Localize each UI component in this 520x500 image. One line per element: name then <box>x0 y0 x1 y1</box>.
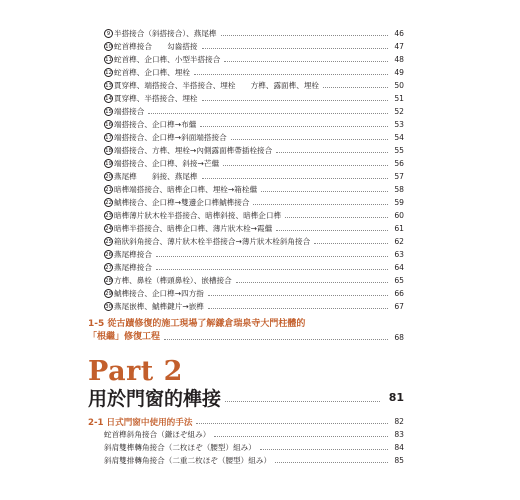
entry-title: 斜肩雙榫轉角接合（二枚ほぞ（腰型）組み） <box>104 443 256 452</box>
dot-leader <box>224 61 388 62</box>
entry-page: 48 <box>394 55 404 64</box>
entry-title: 端搭接合 <box>114 107 145 116</box>
toc-entry[interactable] <box>104 40 404 53</box>
entry-title: 鯱榫接合、企口榫→雙邊企口榫鯱榫接合 <box>114 198 250 207</box>
dot-leader <box>221 35 388 36</box>
entry-number-badge: 30 <box>105 303 112 310</box>
entry-title: 暗榫薄片狀木栓半搭接合、暗榫斜接、暗榫企口榫 <box>114 211 282 220</box>
entry-page: 52 <box>394 107 404 116</box>
dot-leader <box>202 178 388 179</box>
entry-page: 49 <box>394 68 404 77</box>
toc-entry[interactable] <box>104 261 404 274</box>
entry-title: 蛇首榫斜角接合（鎌ほぞ組み） <box>104 430 211 439</box>
dot-leader <box>225 401 380 402</box>
dot-leader <box>202 48 388 49</box>
section-page: 68 <box>394 333 404 342</box>
dot-leader <box>156 256 388 257</box>
dot-leader <box>314 243 388 244</box>
dot-leader <box>164 339 388 340</box>
section-heading-line1: 1-5 從古蹟修復的施工現場了解鎌倉瑞泉寺大門柱體的 <box>88 319 306 329</box>
dot-leader <box>194 74 388 75</box>
entry-number-badge: 14 <box>105 95 112 102</box>
entry-page: 58 <box>394 185 404 194</box>
part-title-row[interactable] <box>88 386 404 408</box>
entry-number-badge: 15 <box>105 108 112 115</box>
entry-page: 85 <box>394 456 404 465</box>
toc-entry[interactable] <box>104 118 404 131</box>
toc-entry[interactable] <box>104 441 404 454</box>
dot-leader <box>231 139 388 140</box>
entry-page: 57 <box>394 172 404 181</box>
entry-number-badge: 11 <box>105 56 112 63</box>
entry-page: 84 <box>394 443 404 452</box>
toc-entry[interactable] <box>104 157 404 170</box>
entry-number-badge: 12 <box>105 69 112 76</box>
entry-page: 67 <box>394 302 404 311</box>
entry-number-badge: 25 <box>105 238 112 245</box>
toc-entry[interactable] <box>104 53 404 66</box>
section-title: 2-1 日式門窗中使用的手法 <box>88 417 193 428</box>
entry-number-badge: 18 <box>105 147 112 154</box>
entry-title: 暗榫半搭接合、暗榫企口榫、薄片狀木栓→霞繼 <box>114 224 273 233</box>
entry-number-badge: 20 <box>105 173 112 180</box>
dot-leader <box>261 191 388 192</box>
toc-entry[interactable] <box>104 300 404 313</box>
entry-title: 端搭接合、企口榫→布繼 <box>114 120 197 129</box>
toc-entry[interactable] <box>104 428 404 441</box>
dot-leader <box>323 87 388 88</box>
entry-title: 燕尾榫 斜接、燕尾榫 <box>114 172 198 181</box>
entry-title: 蛇首榫接合 勾齒搭接 <box>114 42 198 51</box>
entry-page: 59 <box>394 198 404 207</box>
dot-leader <box>200 126 388 127</box>
part-page: 81 <box>388 390 404 404</box>
section-page: 82 <box>394 417 404 426</box>
toc-entry[interactable] <box>104 79 404 92</box>
entry-number-badge: 10 <box>105 43 112 50</box>
entry-title: 方榫、鼻栓（榫頭鼻栓）、嵌槽接合 <box>114 276 232 285</box>
entry-page: 51 <box>394 94 404 103</box>
toc-entry[interactable] <box>104 454 404 467</box>
entry-title: 貫穿榫、端搭接合、半搭接合、埋栓 方榫、露面榫、埋栓 <box>114 81 320 90</box>
entry-title: 蛇首榫、企口榫、小型半搭接合 <box>114 55 221 64</box>
entry-number-badge: 19 <box>105 160 112 167</box>
section-heading-line2: 「根繼」修復工程 <box>88 332 161 342</box>
toc-entry[interactable] <box>104 196 404 209</box>
toc-entry[interactable] <box>104 27 404 40</box>
entry-page: 46 <box>394 29 404 38</box>
entry-number-badge: 28 <box>105 277 112 284</box>
entry-title: 燕尾榫接合 <box>114 263 152 272</box>
entry-page: 64 <box>394 263 404 272</box>
entry-number-badge: 22 <box>105 199 112 206</box>
entry-title: 燕尾榫接合 <box>114 250 152 259</box>
entry-number-badge: 17 <box>105 134 112 141</box>
entry-title: 燕尾嵌榫、鯱榫鍵片→嵌榫 <box>114 302 204 311</box>
dot-leader <box>276 152 388 153</box>
toc-entry[interactable] <box>104 131 404 144</box>
dot-leader <box>275 462 388 463</box>
entry-page: 54 <box>394 133 404 142</box>
part-label: Part 2 <box>88 356 183 387</box>
entry-title: 端搭接合、企口榫、斜接→芒繼 <box>114 159 220 168</box>
entry-page: 55 <box>394 146 404 155</box>
toc-entry[interactable] <box>104 287 404 300</box>
entry-page: 83 <box>394 430 404 439</box>
toc-entry[interactable] <box>104 235 404 248</box>
dot-leader <box>253 204 388 205</box>
entry-number-badge: 24 <box>105 225 112 232</box>
dot-leader <box>202 100 388 101</box>
dot-leader <box>223 165 388 166</box>
entry-title: 暗榫端搭接合、暗榫企口榫、埋栓→箱栓繼 <box>114 185 258 194</box>
dot-leader <box>148 113 388 114</box>
dot-leader <box>196 423 388 424</box>
entry-number-badge: 23 <box>105 212 112 219</box>
entry-number-badge: 16 <box>105 121 112 128</box>
entry-page: 60 <box>394 211 404 220</box>
entry-number-badge: 26 <box>105 251 112 258</box>
entry-title: 鯱榫接合、企口榫→四方指 <box>114 289 204 298</box>
entry-page: 50 <box>394 81 404 90</box>
entry-page: 66 <box>394 289 404 298</box>
entry-title: 貫穿榫、半搭接合、埋栓 <box>114 94 198 103</box>
entry-page: 61 <box>394 224 404 233</box>
entry-title: 半搭接合（斜搭接合）、燕尾榫 <box>114 29 217 38</box>
entry-number-badge: 27 <box>105 264 112 271</box>
entry-number-badge: 21 <box>105 186 112 193</box>
entry-number-badge: 29 <box>105 290 112 297</box>
toc-entry[interactable] <box>104 222 404 235</box>
section-heading-1-5[interactable] <box>88 318 404 344</box>
toc-entry[interactable] <box>104 170 404 183</box>
entry-page: 63 <box>394 250 404 259</box>
dot-leader <box>236 282 388 283</box>
dot-leader <box>276 230 388 231</box>
toc-entry[interactable] <box>104 274 404 287</box>
part-title: 用於門窗的榫接 <box>88 387 222 410</box>
toc-entry[interactable] <box>104 248 404 261</box>
toc-entry[interactable] <box>104 209 404 222</box>
entry-title: 斜肩雙排轉角接合（二重二枚ほぞ（腰型）組み） <box>104 456 272 465</box>
entry-page: 53 <box>394 120 404 129</box>
dot-leader <box>214 436 388 437</box>
entry-page: 56 <box>394 159 404 168</box>
entry-number-badge: 9 <box>104 29 113 38</box>
toc-entry[interactable] <box>104 144 404 157</box>
dot-leader <box>208 295 388 296</box>
dot-leader <box>260 449 388 450</box>
entry-title: 蛇首榫、企口榫、埋栓 <box>114 68 190 77</box>
entry-title: 端搭接合、企口榫→斜面端搭接合 <box>114 133 227 142</box>
toc-entry[interactable] <box>104 183 404 196</box>
entry-number-badge: 13 <box>105 82 112 89</box>
dot-leader <box>156 269 388 270</box>
toc-entry[interactable] <box>104 105 404 118</box>
entry-title: 端搭接合、方榫、埋栓→內側露面榫帶插栓接合 <box>114 146 273 155</box>
toc-entry[interactable] <box>104 66 404 79</box>
entry-page: 47 <box>394 42 404 51</box>
dot-leader <box>285 217 388 218</box>
entry-title: 箱狀斜角接合、薄片狀木栓半搭接合→薄片狀木栓斜角接合 <box>114 237 311 246</box>
entry-page: 65 <box>394 276 404 285</box>
section-heading-2-1[interactable] <box>88 415 404 428</box>
entry-page: 62 <box>394 237 404 246</box>
toc-entry[interactable] <box>104 92 404 105</box>
dot-leader <box>208 308 388 309</box>
